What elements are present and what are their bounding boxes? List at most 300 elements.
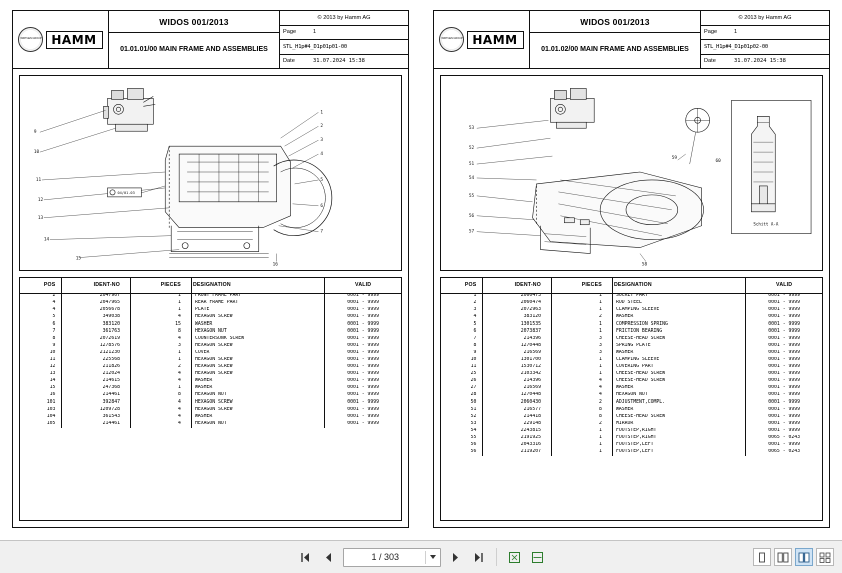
copyright-notice: © 2013 by Hamm AG: [701, 11, 829, 26]
table-row: [441, 300, 822, 307]
table-cell: 392847: [62, 399, 131, 406]
table-row: [441, 336, 822, 343]
table-cell: 0001 - 9999: [347, 328, 380, 334]
table-cell: PLATE: [191, 307, 324, 314]
chevron-down-icon[interactable]: [430, 555, 436, 559]
table-cell: 0001 - 9999: [768, 385, 801, 391]
table-cell: HEXAGON SCREW: [191, 399, 324, 406]
table-cell: MIRROR: [612, 421, 745, 428]
date-value: 31.07.2024 15:38: [734, 58, 786, 65]
table-cell: WASHER: [612, 407, 745, 414]
table-cell: 105: [20, 421, 62, 428]
table-cell: 1: [130, 293, 191, 300]
wirtgen-group-seal-icon: WIRTGEN GROUP: [439, 27, 464, 52]
table-cell: 5: [441, 321, 483, 328]
table-cell: 8: [130, 328, 191, 335]
table-cell: HEXAGON NUT: [191, 328, 324, 335]
page-label: Page: [704, 29, 718, 36]
table-cell: 3: [551, 336, 612, 343]
table-row: [441, 378, 822, 385]
table-cell: 4: [130, 371, 191, 378]
table-cell: 28: [441, 392, 483, 399]
table-cell: 0001 - 9999: [768, 427, 801, 433]
page-border: [433, 10, 830, 528]
table-cell: CLAMPING SLEEVE: [612, 357, 745, 364]
previous-page-button[interactable]: [320, 549, 337, 566]
input-divider: [425, 551, 426, 564]
table-cell: HEXAGON NUT: [191, 392, 324, 399]
table-row: [20, 336, 401, 343]
table-cell: HEXAGON SCREW: [191, 343, 324, 350]
table-cell: WASHER: [191, 414, 324, 421]
table-cell: 1: [130, 300, 191, 307]
table-cell: 2: [551, 421, 612, 428]
table-cell: 214615: [62, 378, 131, 385]
table-cell: 11: [20, 357, 62, 364]
col-pieces: PIECES: [551, 278, 612, 293]
table-row: [20, 414, 401, 421]
table-cell: 225568: [62, 357, 131, 364]
table-cell: 0001 - 9999: [768, 399, 801, 405]
date-label: Date: [283, 58, 295, 65]
table-cell: ADJUSTMENT,COMPL.: [612, 399, 745, 406]
svg-text:53: 53: [468, 126, 475, 132]
col-valid: VALID: [746, 278, 822, 293]
table-cell: 0001 - 9999: [347, 321, 380, 327]
table-cell: 214461: [62, 421, 131, 428]
hamm-logo: HAMM: [467, 31, 523, 49]
table-cell: 4: [130, 336, 191, 343]
toolbar-separator: [496, 548, 497, 566]
single-page-view-button[interactable]: [753, 548, 771, 566]
table-cell: CHEESE-HEAD SCREW: [612, 414, 745, 421]
table-cell: FOOTSTEP,RIGHT: [612, 428, 745, 435]
table-row: [20, 300, 401, 307]
table-cell: 0001 - 9999: [768, 328, 801, 334]
table-cell: COVER: [191, 350, 324, 357]
table-cell: 383120: [483, 314, 552, 321]
svg-text:6: 6: [320, 203, 324, 209]
table-row: [20, 293, 401, 300]
svg-text:10: 10: [33, 150, 40, 156]
table-cell: 8: [551, 414, 612, 421]
table-cell: 0001 - 9999: [768, 335, 801, 341]
table-cell: 5: [20, 314, 62, 321]
table-cell: 1: [551, 435, 612, 442]
catalog-name: WIDOS 001/2013: [530, 11, 700, 33]
table-row: [20, 378, 401, 385]
table-cell: 216569: [483, 350, 552, 357]
table-cell: 4: [20, 307, 62, 314]
table-cell: 1: [130, 357, 191, 364]
table-cell: 2: [551, 314, 612, 321]
date-value: 31.07.2024 15:38: [313, 58, 365, 65]
table-cell: 247368: [62, 385, 131, 392]
table-cell: 1: [551, 449, 612, 456]
table-cell: 54: [441, 428, 483, 435]
table-cell: 26: [441, 378, 483, 385]
table-cell: 8: [441, 343, 483, 350]
page-number-row: [701, 26, 829, 41]
table-cell: ROD STEEL: [612, 300, 745, 307]
table-cell: 56: [441, 449, 483, 456]
table-cell: 1301535: [483, 321, 552, 328]
table-row: [20, 321, 401, 328]
table-cell: 214461: [62, 392, 131, 399]
table-cell: 0001 - 9999: [768, 307, 801, 313]
table-cell: FOOTSTEP,LEFT: [612, 449, 745, 456]
header-meta-cell: [701, 11, 829, 68]
table-cell: 8: [20, 336, 62, 343]
table-row: [20, 399, 401, 406]
table-row: [20, 350, 401, 357]
table-cell: 2060473: [483, 293, 552, 300]
table-cell: 0001 - 9999: [347, 335, 380, 341]
parts-table-left: [20, 278, 401, 428]
table-row: [441, 343, 822, 350]
table-cell: FOOTSTEP,RIGHT: [612, 435, 745, 442]
table-cell: 15: [130, 321, 191, 328]
table-row: [441, 428, 822, 435]
parts-table-wrap-right: [440, 277, 823, 521]
table-cell: 1530712: [483, 364, 552, 371]
table-cell: 2043316: [483, 442, 552, 449]
table-cell: HEXAGON SCREW: [191, 357, 324, 364]
parts-table-wrap-left: [19, 277, 402, 521]
table-cell: 15: [20, 385, 62, 392]
table-cell: 1: [130, 385, 191, 392]
table-cell: 8: [551, 407, 612, 414]
table-row: [20, 385, 401, 392]
drawing-svg-left: [20, 76, 401, 270]
table-cell: COUNTERSUNK SCREW: [191, 336, 324, 343]
table-cell: 7: [20, 328, 62, 335]
table-cell: SPRING PLATE: [612, 343, 745, 350]
table-cell: 4: [130, 421, 191, 428]
col-designation: DESIGNATION: [612, 278, 745, 293]
two-page-view-button[interactable]: [774, 548, 792, 566]
table-row: [20, 307, 401, 314]
table-cell: 0001 - 9999: [347, 307, 380, 313]
table-cell: 1301700: [483, 357, 552, 364]
svg-text:56: 56: [468, 213, 475, 219]
table-cell: 0001 - 9999: [768, 371, 801, 377]
table-cell: 4: [130, 378, 191, 385]
table-row: [441, 350, 822, 357]
table-row: [20, 421, 401, 428]
table-cell: 2103342: [483, 371, 552, 378]
table-cell: 214418: [483, 414, 552, 421]
table-row: [441, 293, 822, 300]
table-cell: 1: [130, 307, 191, 314]
table-cell: 1: [551, 300, 612, 307]
table-cell: 1270448: [483, 343, 552, 350]
table-cell: WASHER: [612, 385, 745, 392]
table-cell: 27: [441, 385, 483, 392]
table-cell: 2072619: [62, 336, 131, 343]
svg-text:51: 51: [468, 162, 475, 168]
col-ident-no: IDENT-NO: [483, 278, 552, 293]
table-cell: FRICTION BEARING: [612, 328, 745, 335]
wirtgen-group-seal-icon: WIRTGEN GROUP: [18, 27, 43, 52]
table-cell: 0001 - 9999: [768, 406, 801, 412]
header-logo-cell: [434, 11, 530, 68]
table-cell: 10: [20, 350, 62, 357]
hamm-logo: HAMM: [46, 31, 102, 49]
table-cell: 361763: [62, 328, 131, 335]
table-cell: CHEESE-HEAD SCREW: [612, 336, 745, 343]
fit-page-button[interactable]: [506, 549, 523, 566]
table-cell: 0001 - 9999: [347, 420, 380, 426]
table-cell: 1: [551, 442, 612, 449]
table-cell: HEXAGON SCREW: [191, 371, 324, 378]
page-number-input[interactable]: [343, 548, 441, 567]
table-cell: CHEESE-HEAD SCREW: [612, 371, 745, 378]
date-row: [701, 55, 829, 69]
table-cell: 2060474: [483, 300, 552, 307]
table-cell: SOCKET PART: [612, 293, 745, 300]
table-cell: 0001 - 9999: [768, 442, 801, 448]
table-cell: 1278576: [62, 343, 131, 350]
table-cell: WASHER: [191, 321, 324, 328]
table-cell: 0001 - 9999: [347, 406, 380, 412]
table-cell: 0001 - 9999: [768, 413, 801, 419]
table-cell: WASHER: [191, 378, 324, 385]
table-cell: 50: [441, 399, 483, 406]
table-cell: 0065 - 0243: [768, 435, 801, 441]
technical-drawing-right: [440, 75, 823, 271]
table-cell: 0001 - 9999: [347, 293, 380, 299]
table-cell: 2: [551, 399, 612, 406]
table-row: [441, 407, 822, 414]
table-cell: 0001 - 9999: [347, 349, 380, 355]
table-cell: HEXAGON SCREW: [191, 364, 324, 371]
table-cell: 3: [551, 350, 612, 357]
table-cell: 216569: [483, 385, 552, 392]
svg-text:2: 2: [320, 124, 324, 130]
last-page-button[interactable]: [470, 549, 487, 566]
table-cell: 56: [441, 442, 483, 449]
table-cell: REAR FRAME PART: [191, 300, 324, 307]
table-cell: 2119207: [483, 449, 552, 456]
table-row: [441, 328, 822, 335]
table-cell: 103: [20, 407, 62, 414]
table-cell: 1: [130, 350, 191, 357]
svg-text:15: 15: [75, 256, 81, 262]
svg-text:11: 11: [35, 177, 42, 183]
table-cell: 2: [441, 300, 483, 307]
viewer-toolbar: [0, 540, 842, 573]
col-valid: VALID: [325, 278, 401, 293]
table-row: [441, 421, 822, 428]
table-cell: FOOTSTEP,LEFT: [612, 442, 745, 449]
table-row: [20, 357, 401, 364]
table-row: [441, 414, 822, 421]
table-cell: 0001 - 9999: [768, 342, 801, 348]
drawing-number: STL_H1p#4_D1p01p02-00: [704, 43, 768, 50]
page-border: [12, 10, 409, 528]
page-indicator-text: 1 / 303: [371, 552, 400, 562]
table-cell: HEXAGON SCREW: [191, 407, 324, 414]
table-cell: 1: [551, 371, 612, 378]
table-row: [441, 314, 822, 321]
table-cell: 4: [130, 399, 191, 406]
col-pieces: PIECES: [130, 278, 191, 293]
table-cell: 12: [20, 364, 62, 371]
table-cell: 101: [20, 399, 62, 406]
table-header-row: [20, 278, 401, 293]
table-cell: 2191925: [483, 435, 552, 442]
document-page-right[interactable]: [421, 0, 842, 540]
table-row: [441, 321, 822, 328]
table-cell: 2243815: [483, 428, 552, 435]
svg-text:16: 16: [272, 262, 278, 268]
table-cell: 349038: [62, 314, 131, 321]
first-page-button[interactable]: [297, 549, 314, 566]
table-row: [441, 385, 822, 392]
svg-text:3: 3: [320, 138, 324, 144]
col-designation: DESIGNATION: [191, 278, 324, 293]
table-row: [20, 371, 401, 378]
table-cell: 1: [551, 328, 612, 335]
document-page-left[interactable]: [0, 0, 421, 540]
table-row: [441, 364, 822, 371]
table-cell: WASHER: [191, 385, 324, 392]
table-cell: 2047965: [62, 300, 131, 307]
table-cell: 3: [551, 343, 612, 350]
table-cell: 4: [130, 314, 191, 321]
table-cell: 0065 - 0243: [768, 449, 801, 455]
table-cell: HEXAGON NUT: [191, 421, 324, 428]
table-cell: 0001 - 9999: [347, 364, 380, 370]
technical-drawing-left: [19, 75, 402, 271]
svg-text:04/01.03: 04/01.03: [117, 190, 135, 195]
table-cell: COMPRESSION SPRING: [612, 321, 745, 328]
table-cell: 16: [20, 392, 62, 399]
page-value: 1: [313, 29, 317, 36]
catalog-name: WIDOS 001/2013: [109, 11, 279, 33]
table-row: [441, 371, 822, 378]
table-cell: 3: [441, 307, 483, 314]
table-cell: 4: [551, 378, 612, 385]
table-cell: 1: [551, 293, 612, 300]
table-cell: 4: [441, 314, 483, 321]
table-cell: 229148: [483, 421, 552, 428]
col-pos: POS: [20, 278, 62, 293]
date-row: [280, 55, 408, 69]
table-cell: 0001 - 9999: [347, 399, 380, 405]
parts-table-body-right: [441, 293, 822, 456]
table-cell: 2060430: [483, 399, 552, 406]
table-row: [441, 307, 822, 314]
table-cell: 1: [551, 428, 612, 435]
table-cell: 211826: [62, 364, 131, 371]
book-view-button[interactable]: [795, 548, 813, 566]
table-cell: FRONT FRAME PART: [191, 293, 324, 300]
table-cell: 214396: [483, 336, 552, 343]
svg-text:5: 5: [320, 177, 324, 183]
svg-text:Schitt A-A: Schitt A-A: [753, 221, 779, 227]
table-cell: 361543: [62, 414, 131, 421]
parts-table-body-left: [20, 293, 401, 428]
table-cell: 7: [441, 336, 483, 343]
table-cell: 3: [130, 343, 191, 350]
table-row: [20, 328, 401, 335]
table-cell: 1: [551, 321, 612, 328]
table-cell: 214396: [483, 378, 552, 385]
svg-text:59: 59: [671, 156, 678, 162]
table-cell: 2056678: [62, 307, 131, 314]
table-header-row: [441, 278, 822, 293]
table-cell: 0001 - 9999: [768, 356, 801, 362]
table-cell: COVERING PART: [612, 364, 745, 371]
fit-width-button[interactable]: [529, 549, 546, 566]
table-cell: 0001 - 9999: [768, 349, 801, 355]
table-cell: 4: [551, 392, 612, 399]
table-row: [441, 442, 822, 449]
table-row: [441, 435, 822, 442]
svg-text:4: 4: [320, 152, 324, 158]
page-header: [13, 11, 408, 69]
svg-text:55: 55: [468, 193, 475, 199]
table-cell: 1209728: [62, 407, 131, 414]
table-cell: 55: [441, 435, 483, 442]
table-cell: 1: [551, 357, 612, 364]
svg-text:1: 1: [320, 110, 324, 116]
table-cell: 4: [551, 385, 612, 392]
table-cell: 0001 - 9999: [768, 420, 801, 426]
table-cell: 10: [441, 357, 483, 364]
table-cell: 53: [441, 421, 483, 428]
table-cell: 0001 - 9999: [347, 392, 380, 398]
table-cell: 25: [441, 371, 483, 378]
table-cell: 1: [551, 364, 612, 371]
table-cell: 0001 - 9999: [347, 356, 380, 362]
svg-text:54: 54: [468, 175, 475, 181]
table-cell: 11: [441, 364, 483, 371]
table-cell: 0001 - 9999: [768, 321, 801, 327]
table-cell: HEXAGON SCREW: [191, 314, 324, 321]
svg-text:57: 57: [468, 229, 475, 235]
page-header: [434, 11, 829, 69]
table-cell: 212024: [62, 371, 131, 378]
table-cell: 51: [441, 407, 483, 414]
svg-text:9: 9: [33, 130, 37, 136]
layout-buttons-group: [753, 548, 834, 566]
table-cell: 4: [20, 300, 62, 307]
table-cell: 0001 - 9999: [768, 392, 801, 398]
table-cell: 52: [441, 414, 483, 421]
table-row: [20, 364, 401, 371]
table-cell: 0001 - 9999: [347, 413, 380, 419]
table-row: [441, 392, 822, 399]
drawing-svg-right: [441, 76, 822, 270]
table-cell: 0001 - 9999: [347, 314, 380, 320]
table-row: [20, 392, 401, 399]
thumbnails-button[interactable]: [816, 548, 834, 566]
table-cell: 0001 - 9999: [768, 314, 801, 320]
page-label: Page: [283, 29, 297, 36]
svg-text:12: 12: [37, 197, 44, 203]
svg-text:13: 13: [37, 215, 44, 221]
svg-text:14: 14: [43, 237, 50, 243]
table-cell: 0001 - 9999: [768, 300, 801, 306]
table-cell: 13: [20, 371, 62, 378]
next-page-button[interactable]: [447, 549, 464, 566]
table-row: [441, 449, 822, 456]
table-cell: 0001 - 9999: [768, 378, 801, 384]
drawing-number: STL_H1p#4_D1p01p01-00: [283, 43, 347, 50]
